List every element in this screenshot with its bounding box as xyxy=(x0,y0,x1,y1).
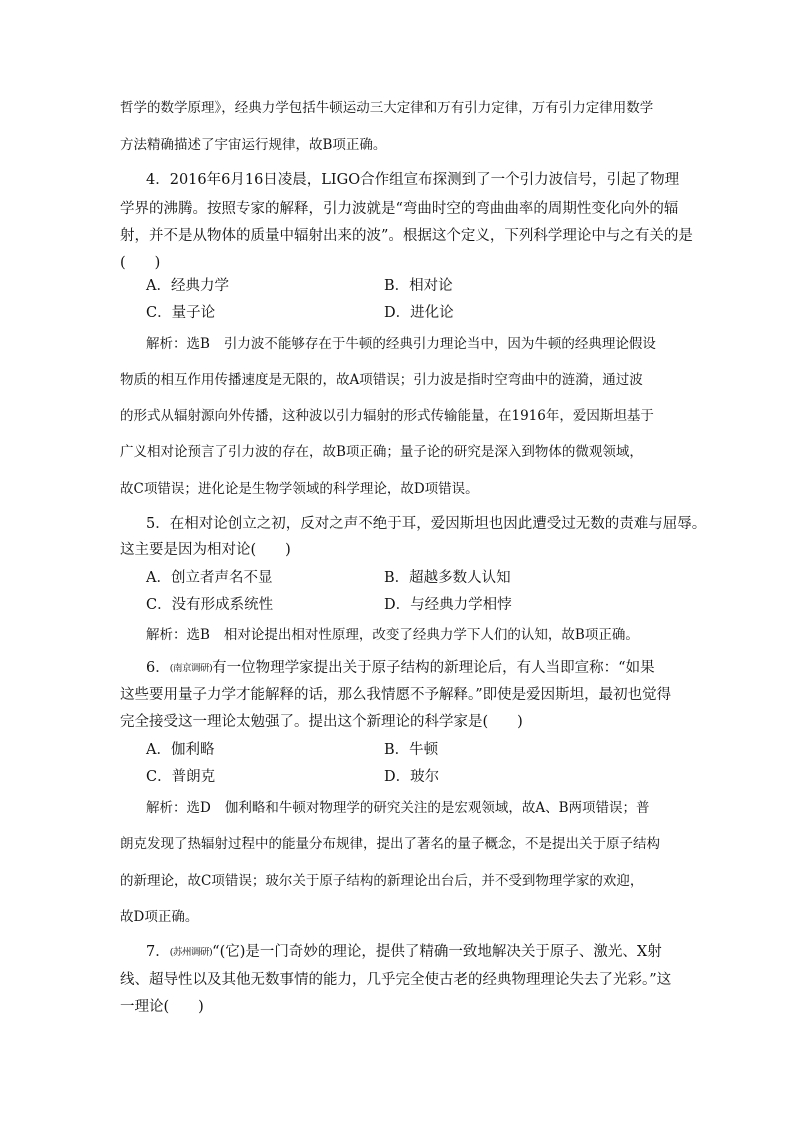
question-4-stem: 射，并不是从物体的质量中辐射出来的波”。根据这个定义，下列科学理论中与之有关的是 xyxy=(120,228,693,244)
question-4-option-d: D．进化论 xyxy=(384,305,454,321)
question-6-stem: 完全接受这一理论太勉强了。提出这个新理论的科学家是( ) xyxy=(120,714,523,730)
question-7-stem: 线、超导性以及其他无数事情的能力，几乎完全使古老的经典物理理论失去了光彩。”这 xyxy=(120,972,672,988)
question-7-stem: 一理论( ) xyxy=(120,999,204,1015)
question-4-stem: 学界的沸腾。按照专家的解释，引力波就是“弯曲时空的弯曲曲率的周期性变化向外的辐 xyxy=(120,201,679,217)
question-text: 有一位物理学家提出关于原子结构的新理论后，有人当即宣称：“如果 xyxy=(212,660,655,676)
analysis-text: 物质的相互作用传播速度是无限的，故A项错误；引力波是指时空弯曲中的涟漪，通过波 xyxy=(120,372,643,388)
question-number: 6． xyxy=(146,660,170,676)
question-5-option-d: D．与经典力学相悖 xyxy=(384,597,512,613)
question-7-stem xyxy=(146,942,706,963)
analysis-text: 故C项错误；进化论是生物学领域的科学理论，故D项错误。 xyxy=(120,481,479,497)
question-4-blank: ( ) xyxy=(120,255,161,271)
source-tag: (苏州调研) xyxy=(169,947,213,958)
question-6-option-c: C．普朗克 xyxy=(146,769,216,785)
question-4-option-c: C．量子论 xyxy=(146,305,216,321)
question-6-stem: 这些要用量子力学才能解释的话，那么我情愿不予解释。”即使是爱因斯坦，最初也觉得 xyxy=(120,687,672,703)
analysis-text: 广义相对论预言了引力波的存在，故B项正确；量子论的研究是深入到物体的微观领域， xyxy=(120,444,643,460)
question-4-analysis xyxy=(146,334,706,354)
question-6-option-b: B．牛顿 xyxy=(384,742,439,758)
question-5-option-a: A．创立者声名不显 xyxy=(146,570,273,586)
analysis-text: 故D项正确。 xyxy=(120,909,199,925)
analysis-label: 解析：选D xyxy=(146,800,211,816)
analysis-text: 的形式从辐射源向外传播，这种波以引力辐射的形式传输能量，在1916年，爱因斯坦基于 xyxy=(120,408,654,424)
question-4-option-a: A．经典力学 xyxy=(146,278,229,294)
question-5-option-b: B．超越多数人认知 xyxy=(384,570,511,586)
question-6-option-d: D．玻尔 xyxy=(384,769,440,785)
analysis-text: 引力波不能够存在于牛顿的经典引力理论当中，因为牛顿的经典理论假设 xyxy=(223,336,656,352)
question-6-analysis xyxy=(146,798,706,818)
question-5-analysis xyxy=(146,625,706,645)
question-5-option-c: C．没有形成系统性 xyxy=(146,597,274,613)
question-5-stem: 5．在相对论创立之初，反对之声不绝于耳，爱因斯坦也因此遭受过无数的责难与屈辱。 xyxy=(146,516,707,532)
question-4-option-b: B．相对论 xyxy=(384,278,453,294)
text-line: 哲学的数学原理》，经典力学包括牛顿运动三大定律和万有引力定律，万有引力定律用数学 xyxy=(120,100,654,116)
analysis-text: 朗克发现了热辐射过程中的能量分布规律，提出了著名的量子概念，不是提出关于原子结构 xyxy=(120,836,660,852)
question-number: 7． xyxy=(146,944,170,960)
source-tag: (南京调研) xyxy=(169,663,213,674)
question-6-option-a: A．伽利略 xyxy=(146,742,215,758)
question-6-stem xyxy=(146,658,706,679)
analysis-label: 解析：选B xyxy=(146,627,210,643)
question-text: “(它)是一门奇妙的理论，提供了精确一致地解决关于原子、激光、X射 xyxy=(212,944,662,960)
analysis-text: 伽利略和牛顿对物理学的研究关注的是宏观领域，故A、B两项错误；普 xyxy=(224,800,650,816)
analysis-text: 的新理论，故C项错误；玻尔关于原子结构的新理论出台后，并不受到物理学家的欢迎， xyxy=(120,873,644,889)
analysis-text: 相对论提出相对性原理，改变了经典力学下人们的认知，故B项正确。 xyxy=(223,627,639,643)
question-5-stem: 这主要是因为相对论( ) xyxy=(120,542,291,558)
analysis-label: 解析：选B xyxy=(146,336,210,352)
question-4-stem: 4．2016年6月16日凌晨，LIGO合作组宣布探测到了一个引力波信号，引起了物理 xyxy=(146,172,680,188)
text-line: 方法精确描述了宇宙运行规律，故B项正确。 xyxy=(120,137,387,153)
